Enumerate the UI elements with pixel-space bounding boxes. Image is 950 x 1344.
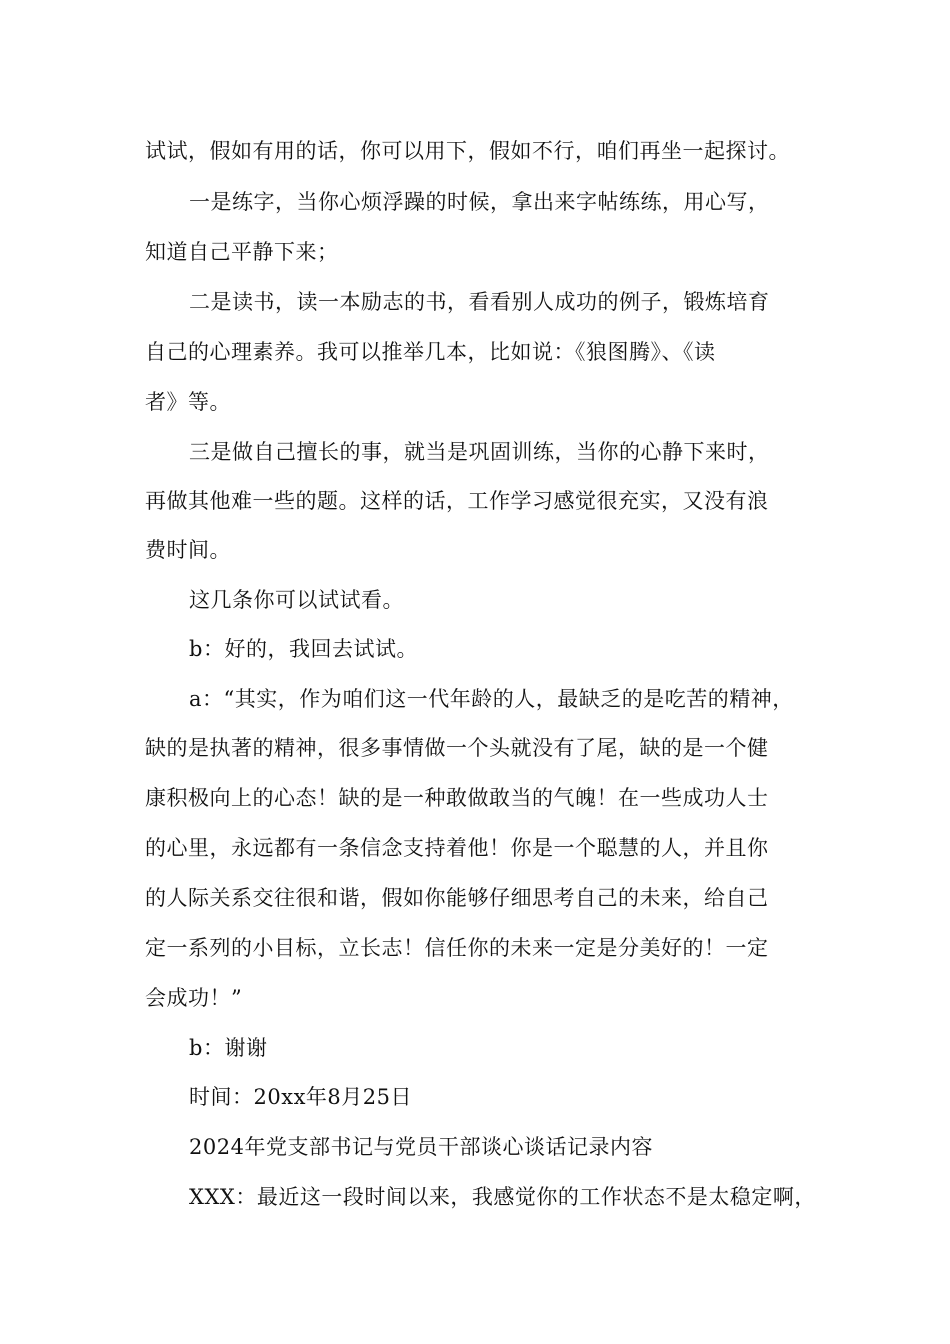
- text-line: 的人际关系交往很和谐，假如你能够仔细思考自己的未来，给自己: [145, 886, 769, 910]
- text-line: 的心里，永远都有一条信念支持着他！你是一个聪慧的人，并且你: [145, 836, 769, 860]
- text-line: 定一系列的小目标，立长志！信任你的未来一定是分美好的！一定: [145, 936, 769, 960]
- text-line: 一是练字，当你心烦浮躁的时候，拿出来字帖练练，用心写，: [189, 190, 770, 214]
- text-line: XXX：最近这一段时间以来，我感觉你的工作状态不是太稳定啊，: [189, 1185, 816, 1209]
- text-line: 试试，假如有用的话，你可以用下，假如不行，咱们再坐一起探讨。: [145, 139, 790, 163]
- text-line: b：好的，我回去试试。: [189, 637, 418, 661]
- text-line: 知道自己平静下来；: [145, 240, 339, 264]
- text-line: a：“其实，作为咱们这一代年龄的人，最缺乏的是吃苦的精神，: [189, 687, 794, 711]
- text-line: 自己的心理素养。我可以推举几本，比如说：《狼图腾》、《读: [145, 340, 716, 364]
- text-line: 时间：20xx年8月25日: [189, 1085, 412, 1109]
- text-line: 三是做自己擅长的事，就当是巩固训练，当你的心静下来时，: [189, 440, 770, 464]
- text-line: 这几条你可以试试看。: [189, 588, 404, 612]
- text-line: 费时间。: [145, 538, 231, 562]
- text-line: b：谢谢: [189, 1036, 268, 1060]
- text-line: 2024年党支部书记与党员干部谈心谈话记录内容: [189, 1135, 653, 1159]
- text-line: 二是读书，读一本励志的书，看看别人成功的例子，锻炼培育: [189, 290, 770, 314]
- text-line: 会成功！”: [145, 986, 243, 1010]
- text-line: 缺的是执著的精神，很多事情做一个头就没有了尾，缺的是一个健: [145, 736, 769, 760]
- text-line: 者》等。: [145, 390, 231, 414]
- text-line: 康积极向上的心态！缺的是一种敢做敢当的气魄！在一些成功人士: [145, 786, 769, 810]
- text-line: 再做其他难一些的题。这样的话，工作学习感觉很充实，又没有浪: [145, 489, 769, 513]
